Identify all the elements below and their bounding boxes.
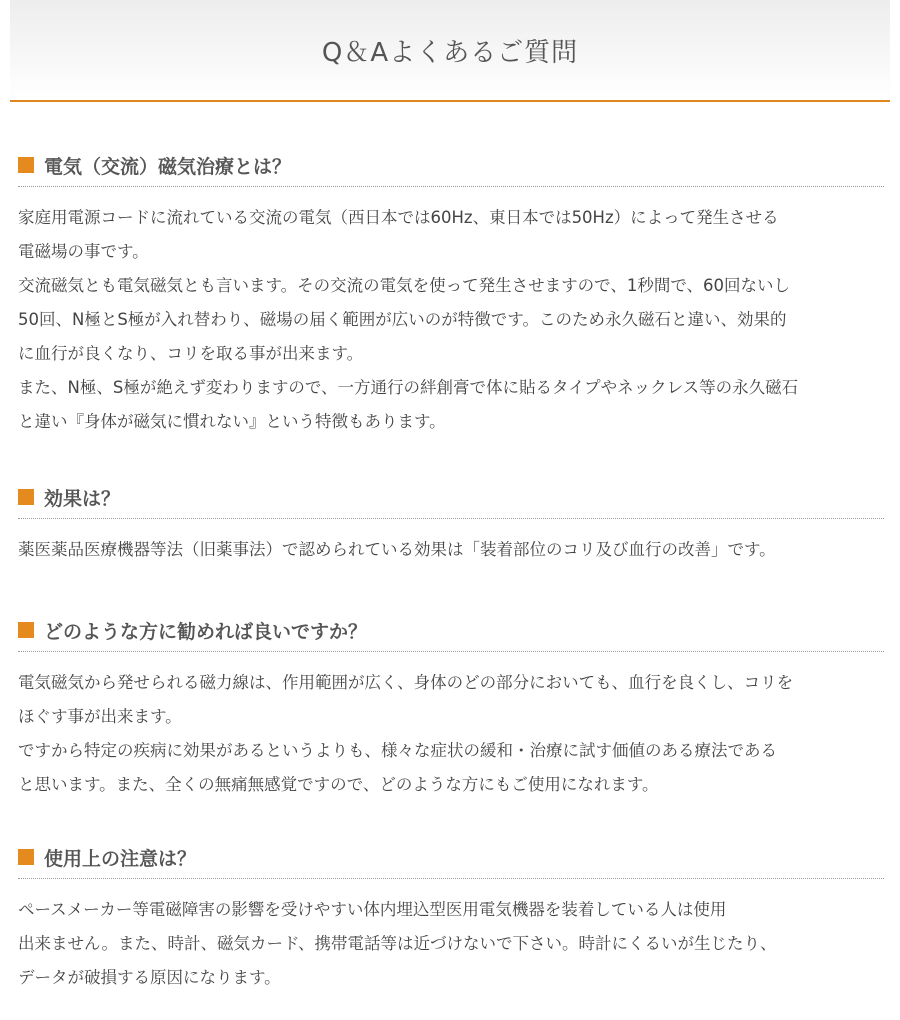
answer-line: 電磁場の事です。 [18,242,149,261]
answer-line: 50回、N極とS極が入れ替わり、磁場の届く範囲が広いのが特徴です。このため永久磁石と違い、効果的 [18,310,787,329]
square-bullet-icon [18,849,34,865]
question-heading [18,613,884,652]
answer-line: データが破損する原因になります。 [18,968,281,987]
answer-line: ペースメーカー等電磁障害の影響を受けやすい体内埋込型医用電気機器を装着している人は使用 [18,900,727,919]
answer-line: 交流磁気とも電気磁気とも言います。その交流の電気を使って発生させますので、1秒間で、60回ないし [18,276,791,295]
answer-text [18,533,884,567]
answer-line: 出来ません。また、時計、磁気カード、携帯電話等は近づけないで下さい。時計にくるいが生じたり、 [18,934,777,953]
question-title: 電気（交流）磁気治療とは？ [44,155,292,178]
question-title: どのような方に勧めれば良いですか？ [44,620,368,643]
faq-section-2 [18,480,884,567]
square-bullet-icon [18,489,34,505]
question-title: 効果は？ [44,487,121,510]
question-heading [18,480,884,519]
question-title: 使用上の注意は？ [44,847,197,870]
answer-line: また、N極、S極が絶えず変わりますので、一方通行の絆創膏で体に貼るタイプやネックレス等の永久磁石 [18,378,799,397]
page-header [10,0,890,102]
answer-line: ですから特定の疾病に効果があるというよりも、様々な症状の緩和・治療に試す価値のある療法である [18,741,777,760]
answer-text [18,666,884,802]
square-bullet-icon [18,157,34,173]
answer-line: に血行が良くなり、コリを取る事が出来ます。 [18,344,364,363]
answer-line: ほぐす事が出来ます。 [18,707,182,726]
answer-text [18,893,884,995]
answer-line: と違い『身体が磁気に慣れない』という特徴もあります。 [18,412,446,431]
faq-section-1 [18,148,884,439]
answer-line: と思います。また、全くの無痛無感覚ですので、どのような方にもご使用になれます。 [18,775,659,794]
square-bullet-icon [18,622,34,638]
page-title: Q＆Aよくあるご質問 [321,37,579,68]
faq-section-4 [18,840,884,995]
faq-section-3 [18,613,884,802]
answer-line: 家庭用電源コードに流れている交流の電気（西日本では60Hz、東日本では50Hz）によって発生させる [18,208,779,227]
answer-line: 薬医薬品医療機器等法（旧薬事法）で認められている効果は「装着部位のコリ及び血行の改善」です。 [18,540,776,559]
answer-text [18,201,884,439]
question-heading [18,148,884,187]
question-heading [18,840,884,879]
answer-line: 電気磁気から発せられる磁力線は、作用範囲が広く、身体のどの部分においても、血行を良くし、コリを [18,673,794,692]
